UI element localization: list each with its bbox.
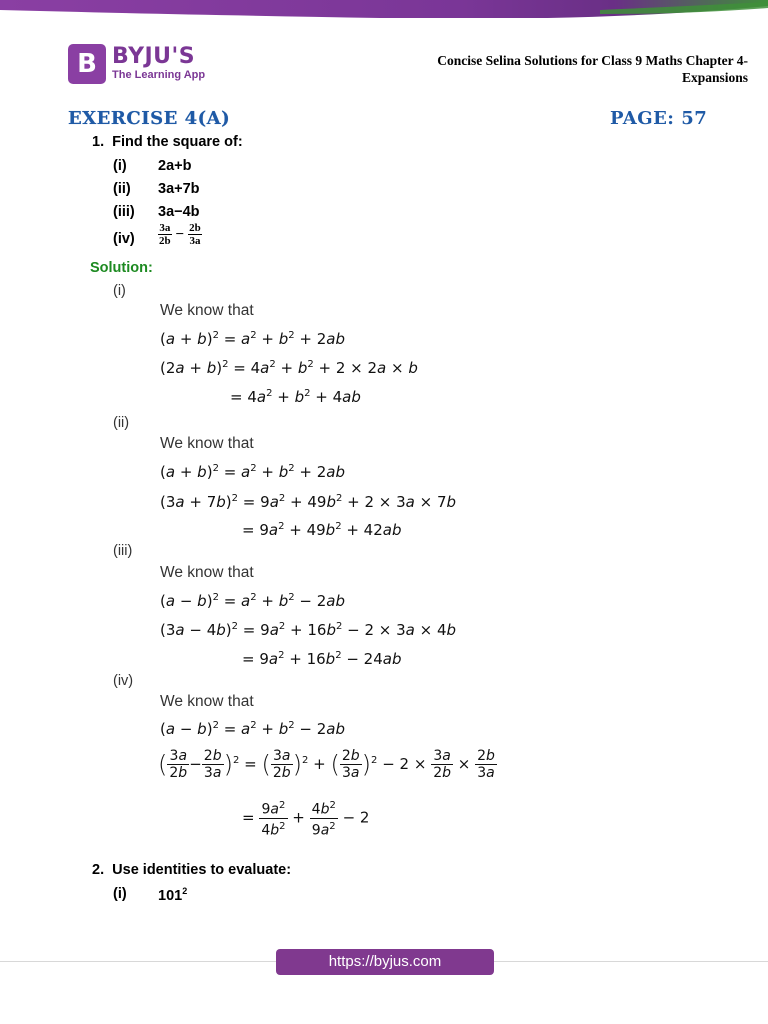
result-iii: = $9a^2 + 16b^2 - 24ab$ bbox=[242, 650, 402, 668]
q1-part-iii-label: (iii) bbox=[113, 204, 135, 220]
exercise-heading: EXERCISE 4(A) bbox=[68, 108, 231, 129]
footer-url-link[interactable]: https://byjus.com bbox=[276, 949, 494, 975]
expansion-i: $(2a + b)^2 = 4a^2 + b^2 + 2 \times 2a \times b$ bbox=[160, 359, 418, 377]
solution-part-ii-label: (ii) bbox=[113, 415, 130, 431]
page-number-label: PAGE: 57 bbox=[610, 108, 708, 129]
question-number: 2. bbox=[92, 862, 105, 878]
q1-part-iv-expr: $\frac{3a}{2b}$ − $\frac{2b}{3a}$ bbox=[159, 222, 201, 247]
q1-part-ii-label: (ii) bbox=[113, 181, 131, 197]
solution-part-iii-intro: We know that bbox=[160, 564, 254, 581]
question-2 bbox=[92, 862, 291, 878]
solution-part-i-intro: We know that bbox=[160, 302, 254, 319]
q2-part-i-expr: $101^2$ bbox=[158, 886, 188, 904]
logo-tagline: The Learning App bbox=[112, 69, 206, 81]
solution-part-i-label: (i) bbox=[113, 283, 126, 299]
byjus-logo bbox=[68, 44, 205, 84]
q1-part-i-label: (i) bbox=[113, 158, 127, 174]
question-text: Use identities to evaluate: bbox=[112, 862, 292, 878]
solution-label: Solution: bbox=[90, 260, 153, 276]
result-ii: = $9a^2 + 49b^2 + 42ab$ bbox=[242, 521, 402, 539]
identity-ii: $(a + b)^2 = a^2 + b^2 + 2ab$ bbox=[160, 463, 346, 481]
identity-i: $(a + b)^2 = a^2 + b^2 + 2ab$ bbox=[160, 330, 346, 348]
result-iv: = $\frac{9a^2}{4b^2}$ + $\frac{4b^2}{9a^2}$ − 2 bbox=[242, 800, 370, 839]
result-i: = $4a^2 + b^2 + 4ab$ bbox=[230, 388, 361, 406]
question-text: Find the square of: bbox=[112, 134, 243, 150]
logo-mark: B bbox=[68, 44, 106, 84]
q1-part-iv-label: (iv) bbox=[113, 231, 135, 247]
expansion-ii: $(3a + 7b)^2 = 9a^2 + 49b^2 + 2 \times 3a \times 7b$ bbox=[160, 493, 457, 511]
expansion-iv: ( $\frac{3a}{2b}$ − $\frac{2b}{3a}$ )$^2$ = ( $\frac{3a}{2b}$ )$^2$ + ( $\frac{2b}{3a}$ )$^2$ − 2 × $\frac{3a}{2b}$ × $\frac{2b}{3a}$ bbox=[158, 748, 495, 781]
top-decorative-bar bbox=[0, 0, 768, 18]
solution-part-ii-intro: We know that bbox=[160, 435, 254, 452]
solution-part-iv-label: (iv) bbox=[113, 673, 134, 689]
logo-name: BYJU'S bbox=[112, 44, 196, 69]
q1-part-ii-expr: 3a+7b bbox=[158, 181, 200, 197]
question-number: 1. bbox=[92, 134, 105, 150]
solution-part-iii-label: (iii) bbox=[113, 543, 133, 559]
document-title: Concise Selina Solutions for Class 9 Maths Chapter 4- Expansions bbox=[437, 53, 748, 85]
identity-iv: $(a - b)^2 = a^2 + b^2 - 2ab$ bbox=[160, 720, 346, 738]
q2-part-i-label: (i) bbox=[113, 886, 127, 902]
q1-part-iii-expr: 3a−4b bbox=[158, 204, 200, 220]
q1-part-i-expr: 2a+b bbox=[158, 158, 192, 174]
solution-part-iv-intro: We know that bbox=[160, 693, 254, 710]
identity-iii: $(a - b)^2 = a^2 + b^2 - 2ab$ bbox=[160, 592, 346, 610]
expansion-iii: $(3a - 4b)^2 = 9a^2 + 16b^2 - 2 \times 3a \times 4b$ bbox=[160, 621, 457, 639]
question-1 bbox=[92, 134, 243, 150]
